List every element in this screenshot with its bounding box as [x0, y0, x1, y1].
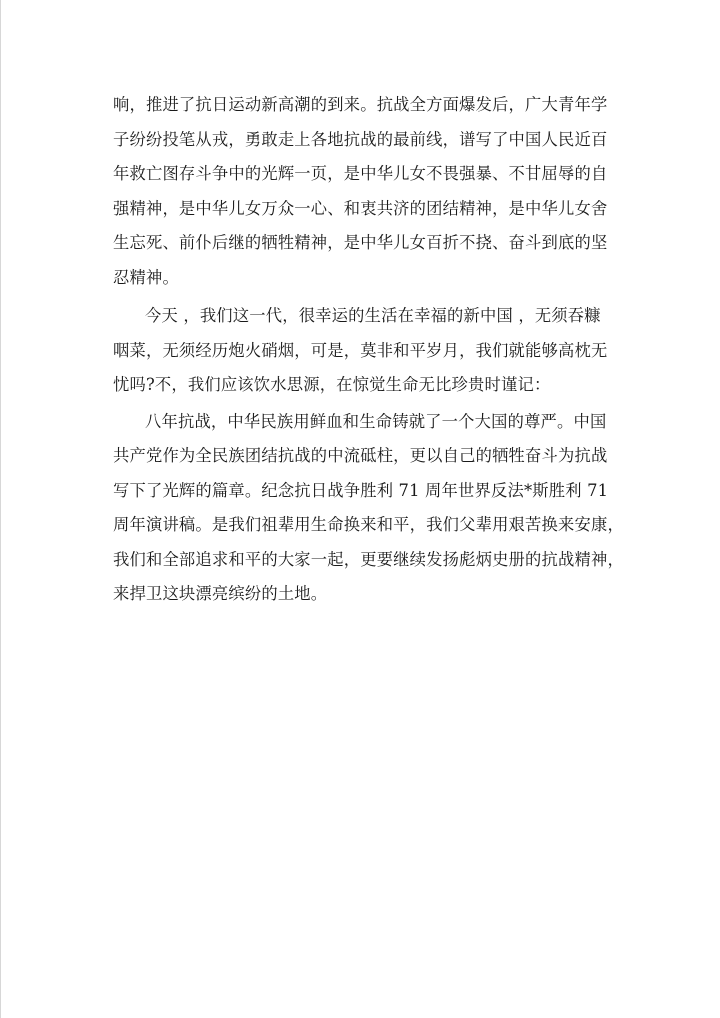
paragraph-1-line-1: 响，推进了抗日运动新高潮的到来。抗战全方面爆发后，广大青年学: [113, 95, 608, 114]
document-body: [113, 88, 624, 612]
paragraph-3-line-6: 来捍卫这块漂亮缤纷的土地。: [113, 584, 328, 603]
paragraph-1-line-3: 年救亡图存斗争中的光辉一页，是中华儿女不畏强暴、不甘屈辱的自: [113, 164, 608, 183]
paragraph-3-line-1: 八年抗战，中华民族用鲜血和生命铸就了一个大国的尊严。中国: [145, 411, 607, 431]
paragraph-1-line-2: 子纷纷投笔从戎，勇敢走上各地抗战的最前线，谱写了中国人民近百: [113, 129, 608, 149]
paragraph-2-line-2: 咽菜，无须经历炮火硝烟，可是，莫非和平岁月，我们就能够高枕无: [113, 340, 608, 360]
paragraph-1-line-4: 强精神，是中华儿女万众一心、和衷共济的团结精神，是中华儿女舍: [113, 198, 608, 218]
paragraph-1: [113, 88, 618, 295]
paragraph-3-line-4: 周年演讲稿。是我们祖辈用生命换来和平，我们父辈用艰苦换来安康，: [113, 515, 624, 534]
paragraph-3-line-5: 我们和全部追求和平的大家一起，更要继续发扬彪炳史册的抗战精神，: [113, 549, 624, 569]
paragraph-3-line-2: 共产党作为全民族团结抗战的中流砥柱，更以自己的牺牲奋斗为抗战: [113, 446, 608, 465]
paragraph-2-line-1: 今天 ，我们这一代，很幸运的生活在幸福的新中国 ，无须吞糠: [145, 306, 601, 325]
paragraph-2: [113, 299, 618, 403]
page-left-border: [0, 0, 1, 1018]
paragraph-1-line-6: 忍精神。: [113, 267, 179, 287]
paragraph-1-line-5: 生忘死、前仆后继的牺牲精神，是中华儿女百折不挠、奋斗到底的坚: [113, 233, 608, 252]
paragraph-2-line-3: 忧吗?不，我们应该饮水思源，在惊觉生命无比珍贵时谨记：: [113, 375, 551, 394]
paragraph-3-line-3: 写下了光辉的篇章。纪念抗日战争胜利 71 周年世界反法*斯胜利 71: [113, 480, 609, 500]
paragraph-3: [113, 405, 624, 612]
